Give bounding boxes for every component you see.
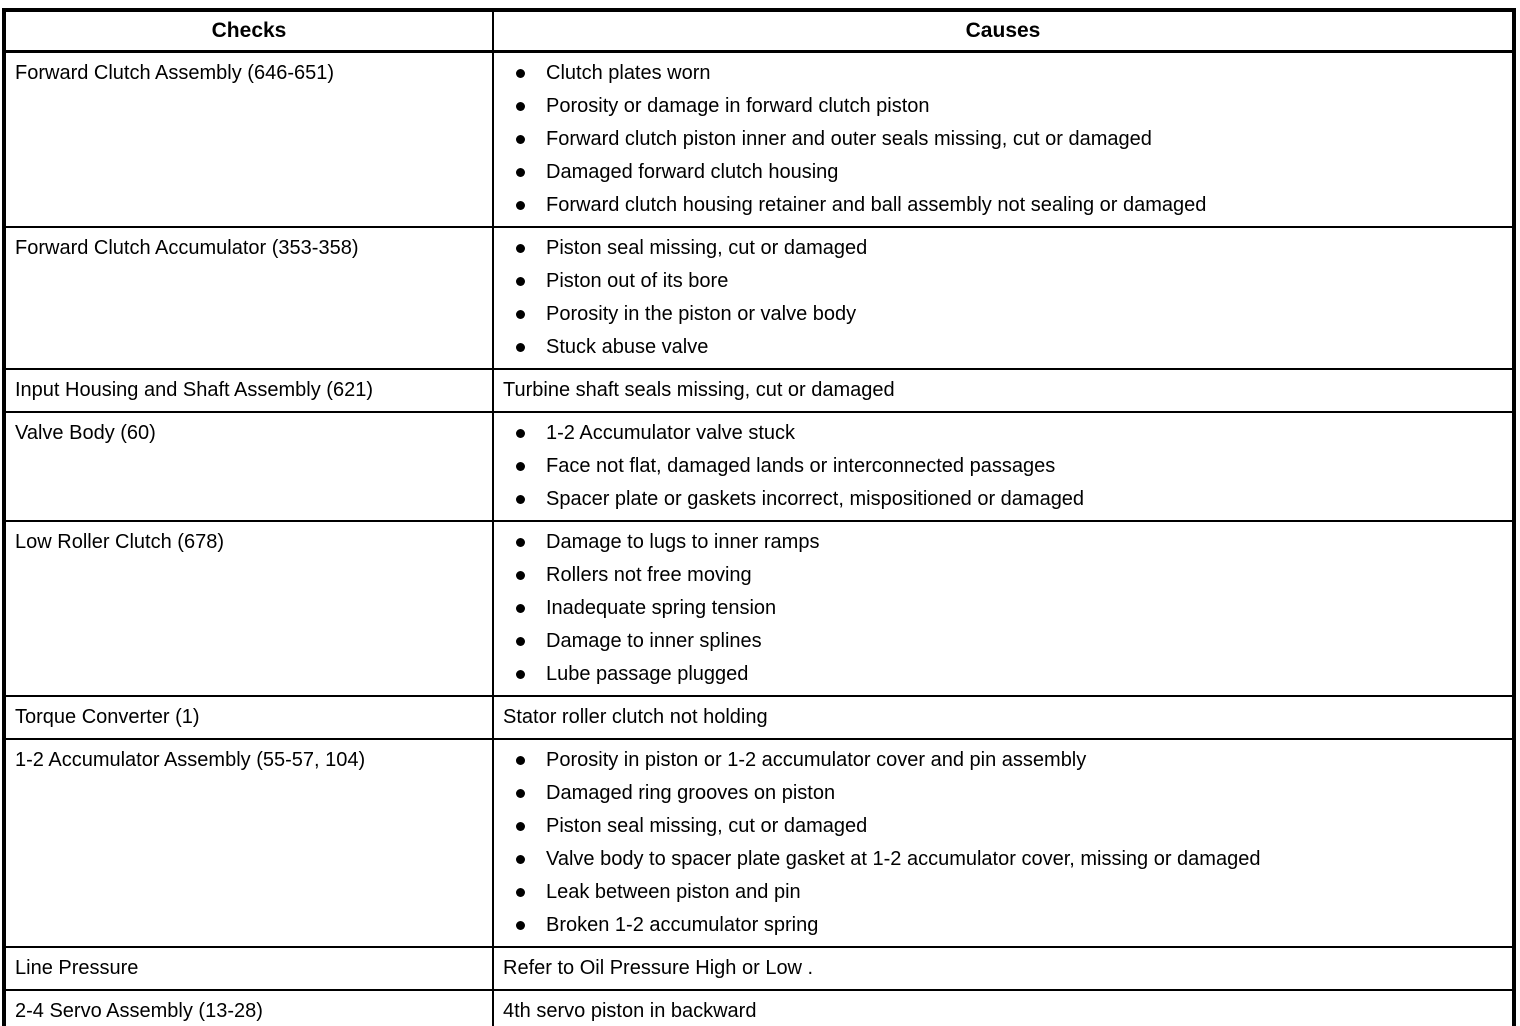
cause-item (494, 843, 1506, 876)
check-cell: Low Roller Clutch (678) (4, 521, 493, 696)
cause-item (494, 483, 1506, 516)
cause-item (494, 592, 1506, 625)
cause-text: Leak between piston and pin (546, 881, 801, 903)
bullet-icon (516, 921, 525, 930)
check-cell: 2-4 Servo Assembly (13-28) (4, 990, 493, 1026)
bullet-icon (516, 789, 525, 798)
bullet-icon (516, 855, 525, 864)
bullet-icon (516, 888, 525, 897)
cause-text: Refer to Oil Pressure High or Low . (503, 957, 814, 979)
causes-cell (493, 227, 1514, 369)
table-row (4, 369, 1514, 412)
cause-text: Porosity in piston or 1-2 accumulator cover and pin assembly (546, 749, 1087, 771)
table-row (4, 990, 1514, 1026)
bullet-icon (516, 822, 525, 831)
table-row (4, 227, 1514, 369)
table-row (4, 52, 1514, 228)
cause-text: Damaged forward clutch housing (546, 161, 839, 183)
table-body (4, 52, 1514, 1026)
bullet-icon (516, 538, 525, 547)
cause-text: Forward clutch housing retainer and ball assembly not sealing or damaged (546, 194, 1207, 216)
cause-text: Rollers not free moving (546, 564, 752, 586)
cause-text: Inadequate spring tension (546, 597, 777, 619)
cause-text: Damage to inner splines (546, 630, 762, 652)
cause-item (494, 265, 1506, 298)
cause-item (494, 450, 1506, 483)
bullet-icon (516, 102, 525, 111)
bullet-icon (516, 168, 525, 177)
check-cell: Forward Clutch Assembly (646-651) (4, 52, 493, 228)
bullet-icon (516, 604, 525, 613)
cause-item (494, 909, 1506, 942)
causes-cell (493, 412, 1514, 521)
cause-item (494, 876, 1506, 909)
table-row (4, 696, 1514, 739)
cause-item (494, 658, 1506, 691)
causes-cell (493, 990, 1514, 1026)
table-row (4, 521, 1514, 696)
cause-text: Damaged ring grooves on piston (546, 782, 836, 804)
cause-text: Broken 1-2 accumulator spring (546, 914, 819, 936)
cause-item (494, 417, 1506, 450)
cause-text: Valve body to spacer plate gasket at 1-2 accumulator cover, missing or damaged (546, 848, 1261, 870)
causes-cell (493, 369, 1514, 412)
cause-text: Spacer plate or gaskets incorrect, mispositioned or damaged (546, 488, 1085, 510)
cause-text: Piston out of its bore (546, 270, 729, 292)
causes-cell (493, 521, 1514, 696)
bullet-icon (516, 637, 525, 646)
bullet-icon (516, 571, 525, 580)
cause-text: Damage to lugs to inner ramps (546, 531, 820, 553)
cause-text: Face not flat, damaged lands or interconnected passages (546, 455, 1056, 477)
cause-text: Piston seal missing, cut or damaged (546, 237, 868, 259)
bullet-icon (516, 244, 525, 253)
causes-column-header: Causes (493, 10, 1514, 52)
causes-cell (493, 52, 1514, 228)
table-header (4, 10, 1514, 52)
check-cell: Forward Clutch Accumulator (353-358) (4, 227, 493, 369)
cause-item (494, 526, 1506, 559)
cause-text: Lube passage plugged (546, 663, 749, 685)
cause-item (494, 298, 1506, 331)
cause-item (494, 156, 1506, 189)
cause-item (494, 810, 1506, 843)
table-row (4, 739, 1514, 947)
bullet-icon (516, 69, 525, 78)
causes-cell (493, 739, 1514, 947)
bullet-icon (516, 670, 525, 679)
causes-cell (493, 696, 1514, 739)
cause-item (494, 232, 1506, 265)
cause-item (494, 57, 1506, 90)
checks-causes-table (2, 8, 1516, 1026)
cause-text: Forward clutch piston inner and outer seals missing, cut or damaged (546, 128, 1152, 150)
check-cell: Input Housing and Shaft Assembly (621) (4, 369, 493, 412)
bullet-icon (516, 495, 525, 504)
cause-item (494, 559, 1506, 592)
check-cell: Line Pressure (4, 947, 493, 990)
bullet-icon (516, 343, 525, 352)
cause-item (494, 744, 1506, 777)
bullet-icon (516, 201, 525, 210)
cause-item (494, 625, 1506, 658)
cause-item (494, 90, 1506, 123)
cause-text: Clutch plates worn (546, 62, 711, 84)
cause-text: Piston seal missing, cut or damaged (546, 815, 868, 837)
cause-text: 4th servo piston in backward (503, 1000, 757, 1022)
cause-text: Stator roller clutch not holding (503, 706, 768, 728)
table-row (4, 947, 1514, 990)
cause-item (494, 777, 1506, 810)
cause-text: Turbine shaft seals missing, cut or damaged (503, 379, 895, 401)
check-cell: 1-2 Accumulator Assembly (55-57, 104) (4, 739, 493, 947)
bullet-icon (516, 135, 525, 144)
checks-column-header: Checks (4, 10, 493, 52)
cause-item (494, 123, 1506, 156)
causes-cell (493, 947, 1514, 990)
bullet-icon (516, 462, 525, 471)
check-cell: Valve Body (60) (4, 412, 493, 521)
cause-item (494, 331, 1506, 364)
cause-text: Stuck abuse valve (546, 336, 709, 358)
bullet-icon (516, 756, 525, 765)
bullet-icon (516, 429, 525, 438)
cause-text: 1-2 Accumulator valve stuck (546, 422, 795, 444)
cause-text: Porosity or damage in forward clutch piston (546, 95, 930, 117)
bullet-icon (516, 277, 525, 286)
bullet-icon (516, 310, 525, 319)
cause-item (494, 189, 1506, 222)
cause-text: Porosity in the piston or valve body (546, 303, 857, 325)
header-row (4, 10, 1514, 52)
table-row (4, 412, 1514, 521)
check-cell: Torque Converter (1) (4, 696, 493, 739)
